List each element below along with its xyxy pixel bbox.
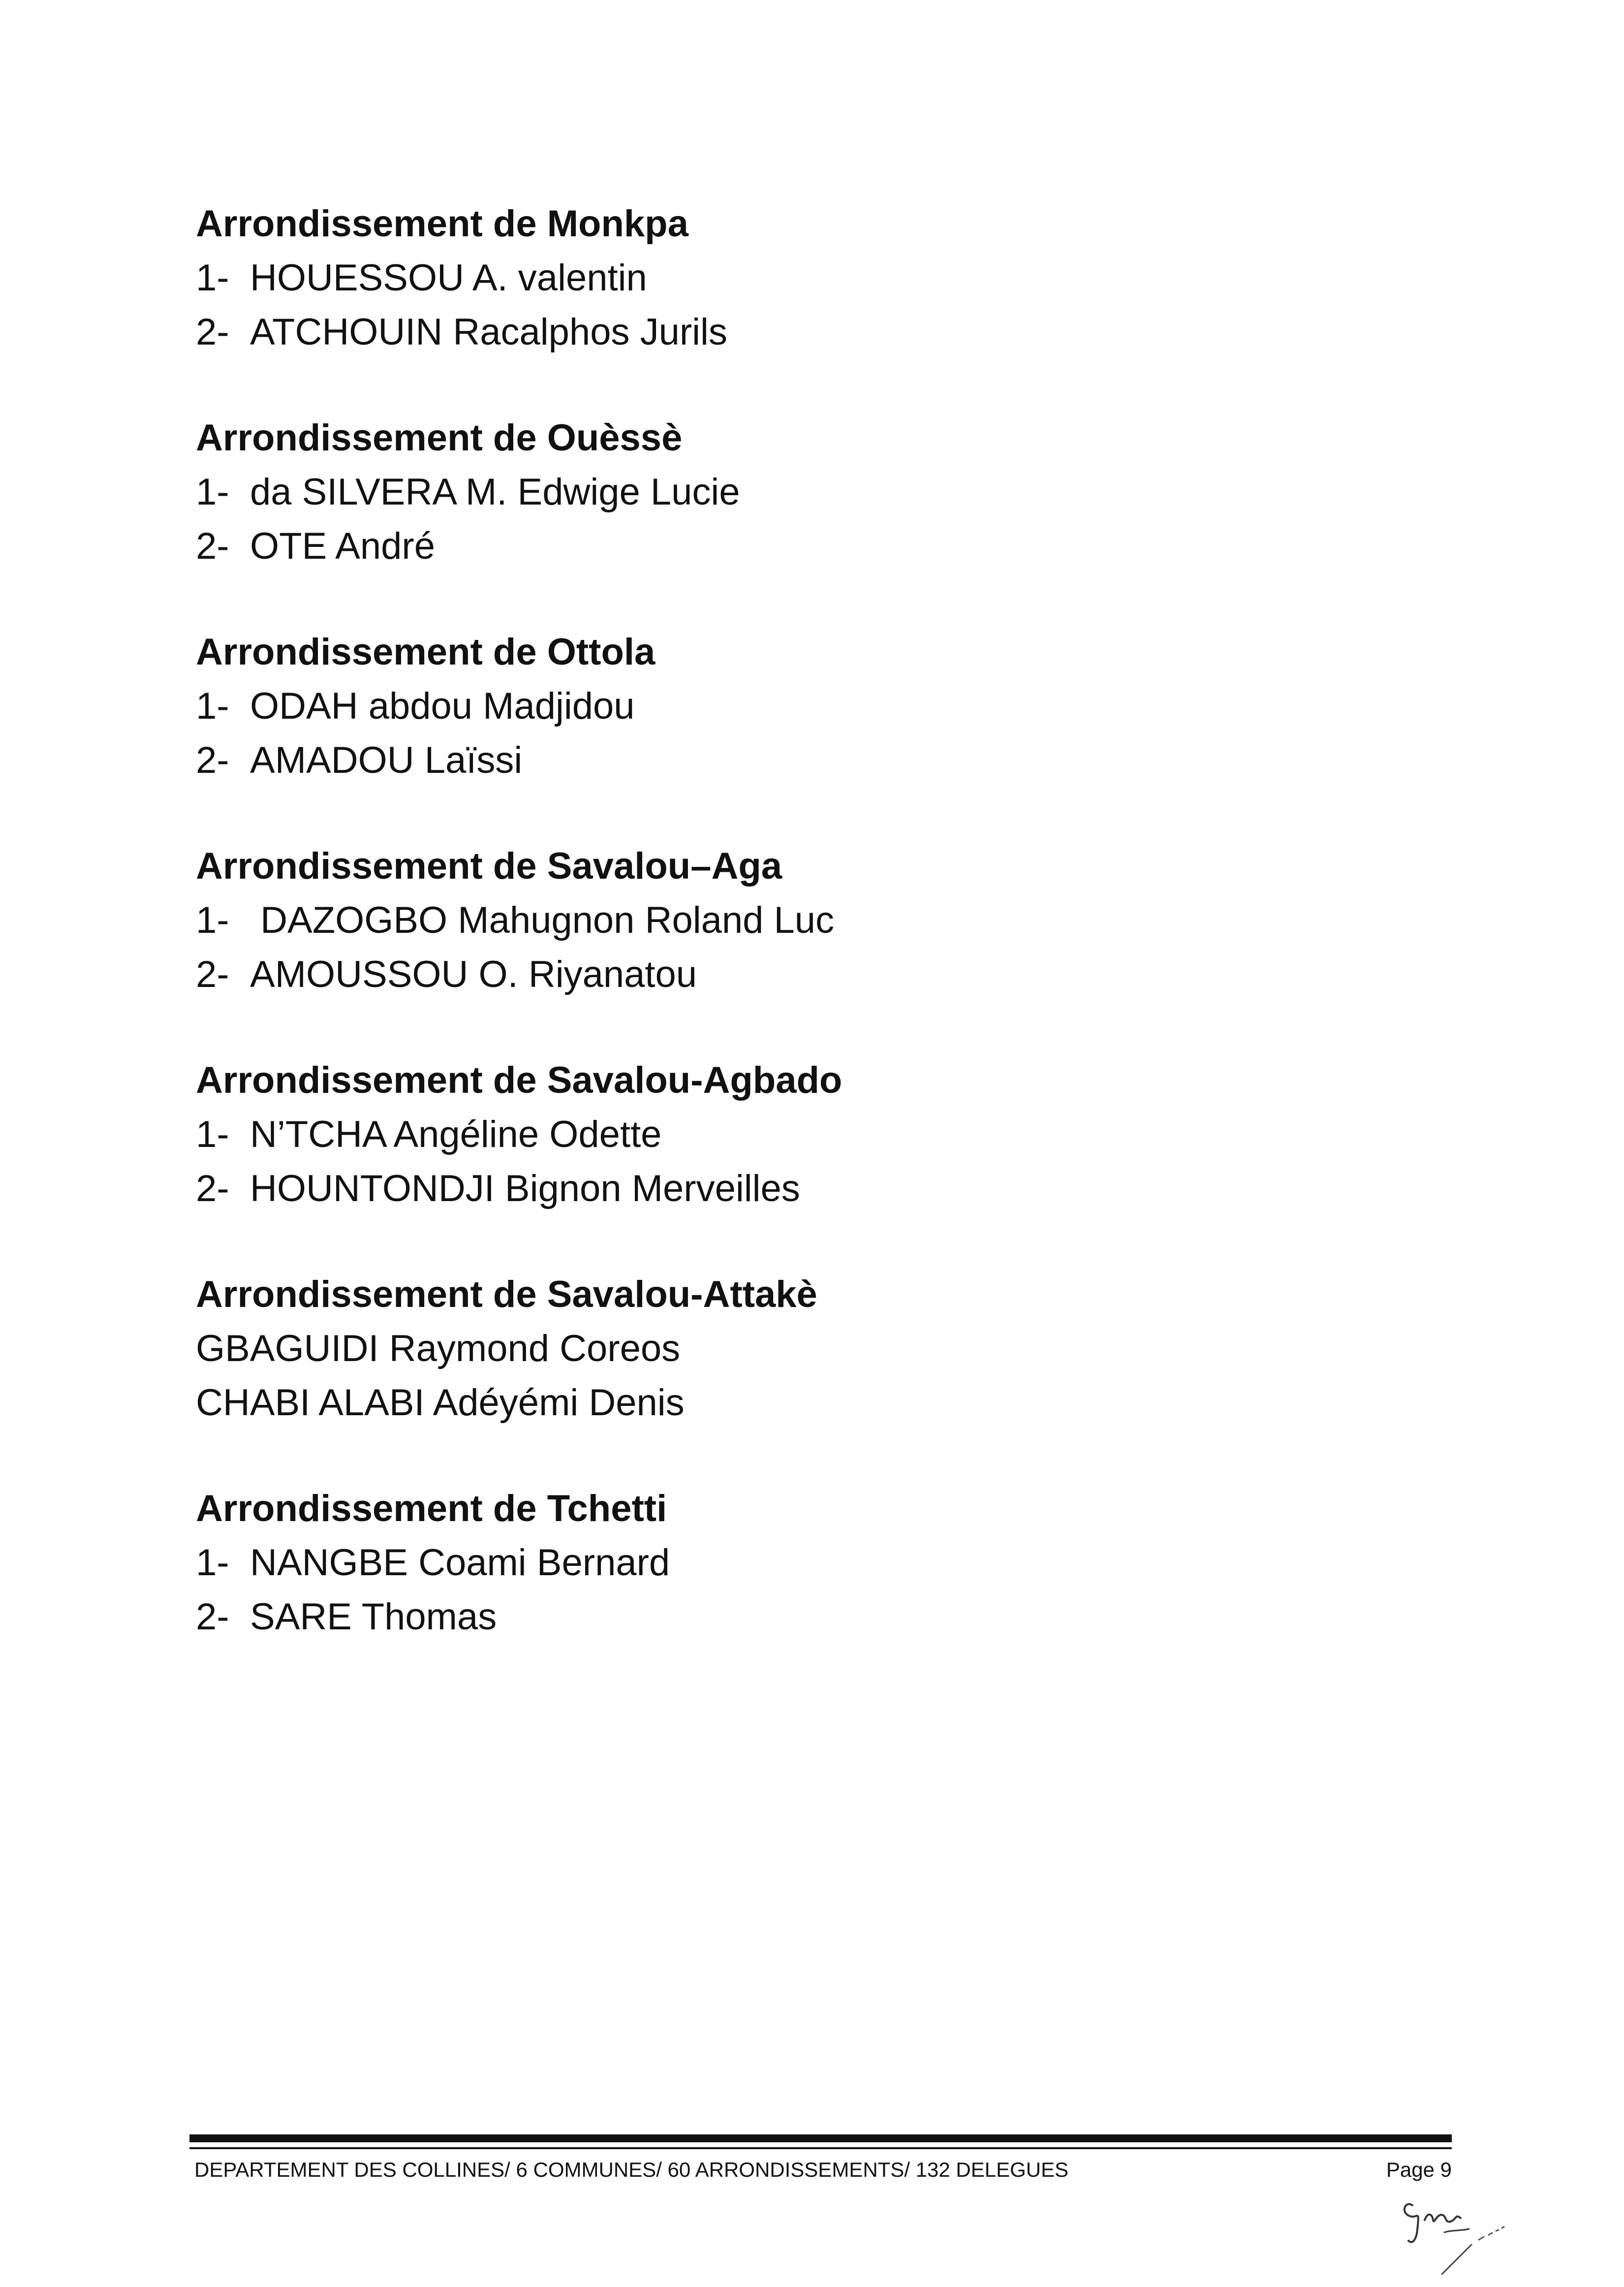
section-heading: Arrondissement de Monkpa xyxy=(196,203,688,245)
delegate-entry xyxy=(196,251,1456,305)
section-heading: Arrondissement de Savalou-Attakè xyxy=(196,1273,817,1315)
delegate-entry xyxy=(196,948,1456,1002)
delegate-entry xyxy=(196,1108,1456,1162)
footer-divider xyxy=(189,2147,1452,2149)
arrondissement-section xyxy=(196,1053,1456,1216)
section-heading: Arrondissement de Savalou–Aga xyxy=(196,845,782,887)
delegate-entry xyxy=(196,1590,1456,1644)
footer-divider xyxy=(189,2134,1452,2142)
delegate-name: ATCHOUIN Racalphos Jurils xyxy=(250,311,727,353)
entry-number: 2- xyxy=(196,1168,229,1209)
delegate-name: N’TCHA Angéline Odette xyxy=(250,1113,662,1155)
delegate-entry xyxy=(196,679,1456,733)
delegate-entry xyxy=(196,1376,1456,1430)
section-heading: Arrondissement de Ottola xyxy=(196,631,656,673)
entry-number: 1- xyxy=(196,1113,229,1155)
delegate-entry xyxy=(196,465,1456,519)
footer-caption: DEPARTEMENT DES COLLINES/ 6 COMMUNES/ 60 ARRONDISSEMENTS/ 132 DELEGUES xyxy=(194,2158,1069,2181)
arrondissement-section xyxy=(196,625,1456,788)
entry-number: 1- xyxy=(196,257,229,299)
section-heading: Arrondissement de Ouèssè xyxy=(196,417,683,459)
arrondissement-section xyxy=(196,839,1456,1002)
page-number: Page 9 xyxy=(1386,2158,1452,2181)
delegate-entry xyxy=(196,1162,1456,1216)
entry-number: 1- xyxy=(196,1542,229,1584)
delegate-name: HOUNTONDJI Bignon Merveilles xyxy=(250,1168,800,1209)
delegate-name: AMADOU Laïssi xyxy=(250,739,523,781)
entry-number: 1- xyxy=(196,899,229,941)
delegate-name: NANGBE Coami Bernard xyxy=(250,1542,670,1584)
entry-number: 1- xyxy=(196,685,229,727)
delegate-name: GBAGUIDI Raymond Coreos xyxy=(196,1328,681,1369)
arrondissement-section xyxy=(196,1482,1456,1644)
delegate-name: OTE André xyxy=(250,525,435,567)
delegate-entry xyxy=(196,519,1456,573)
arrondissement-section xyxy=(196,197,1456,359)
entry-number: 2- xyxy=(196,739,229,781)
delegate-name: CHABI ALABI Adéyémi Denis xyxy=(196,1382,685,1424)
delegate-entry xyxy=(196,733,1456,788)
section-heading: Arrondissement de Savalou-Agbado xyxy=(196,1059,843,1101)
delegate-entry xyxy=(196,893,1456,948)
delegate-entry xyxy=(196,305,1456,359)
entry-number: 1- xyxy=(196,471,229,513)
entry-number: 2- xyxy=(196,311,229,353)
delegate-name: DAZOGBO Mahugnon Roland Luc xyxy=(250,899,835,941)
arrondissement-section xyxy=(196,411,1456,573)
entry-number: 2- xyxy=(196,1596,229,1638)
delegate-name: HOUESSOU A. valentin xyxy=(250,257,647,299)
delegate-entry xyxy=(196,1536,1456,1590)
delegate-name: ODAH abdou Madjidou xyxy=(250,685,635,727)
entry-number: 2- xyxy=(196,525,229,567)
delegate-name: SARE Thomas xyxy=(250,1596,497,1638)
document-body xyxy=(196,197,1456,1696)
entry-number: 2- xyxy=(196,953,229,995)
arrondissement-section xyxy=(196,1268,1456,1430)
delegate-name: AMOUSSOU O. Riyanatou xyxy=(250,953,697,995)
section-heading: Arrondissement de Tchetti xyxy=(196,1488,667,1529)
signature-icon xyxy=(1398,2186,1516,2279)
delegate-entry xyxy=(196,1322,1456,1376)
delegate-name: da SILVERA M. Edwige Lucie xyxy=(250,471,740,513)
